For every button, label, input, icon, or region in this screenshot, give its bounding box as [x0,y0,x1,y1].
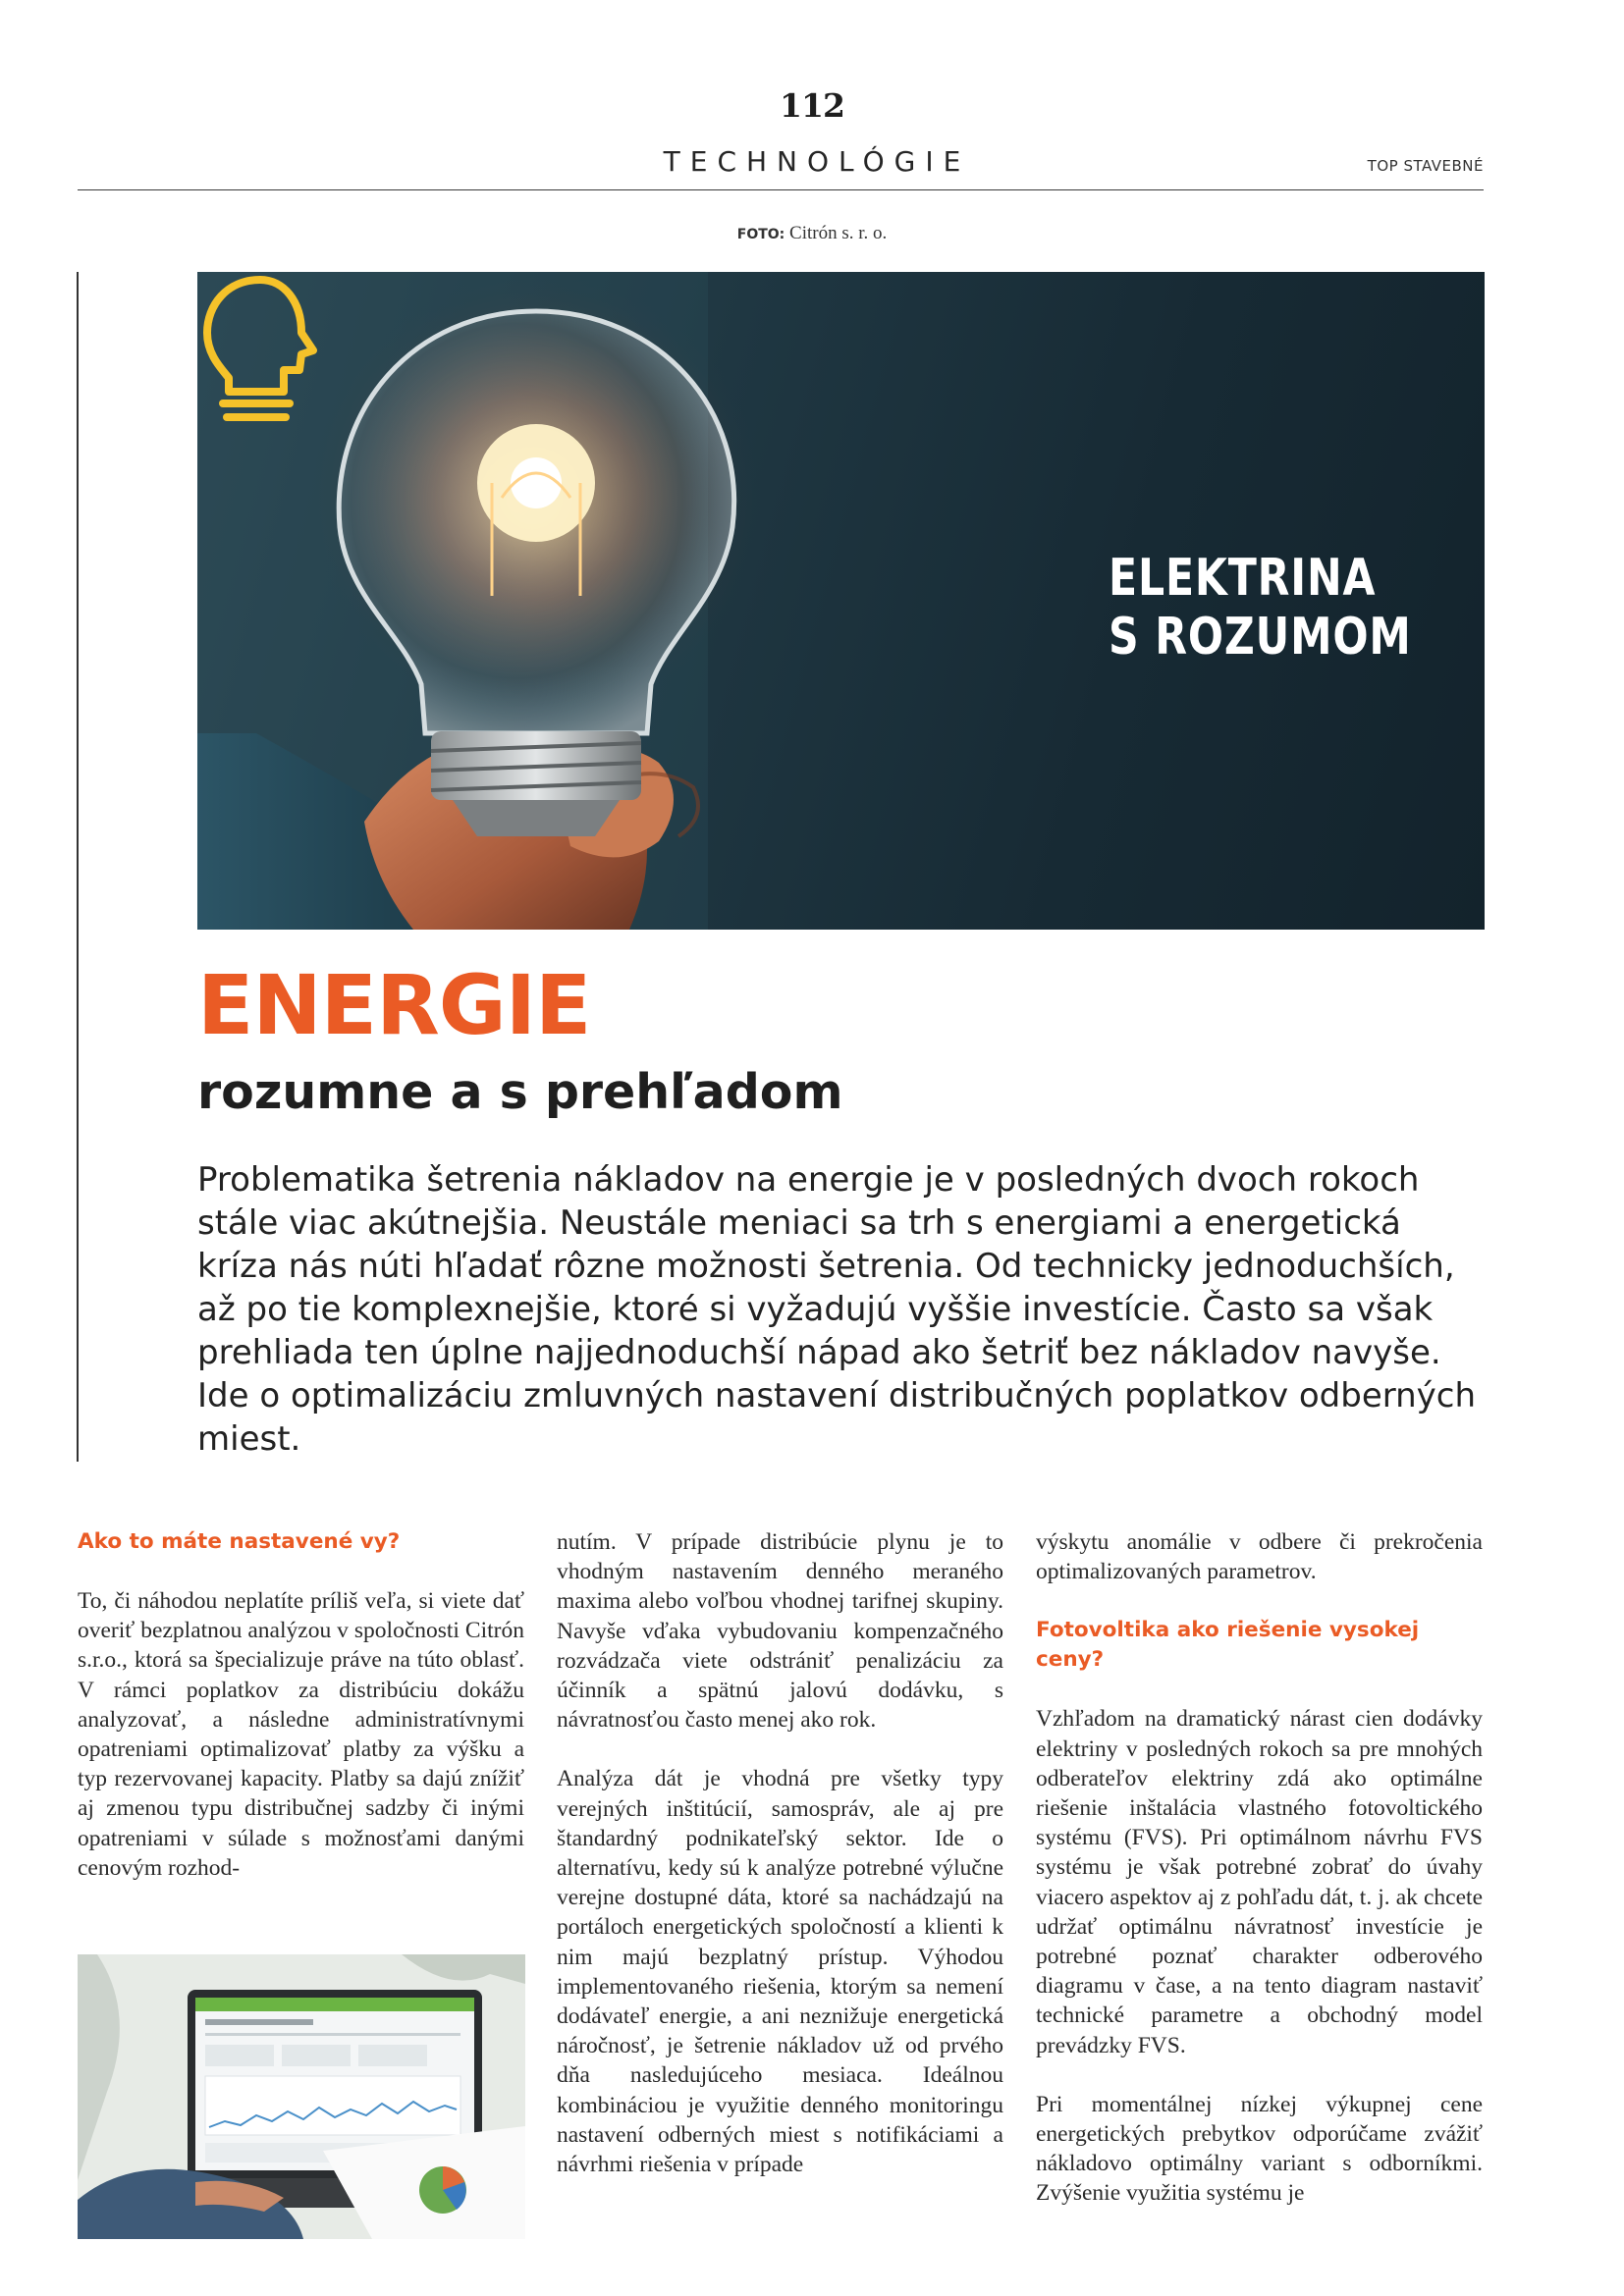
article-column-1 [78,1527,524,1912]
laptop-dashboard-photo [78,1954,525,2239]
paragraph: Pri momentálnej nízkej výkupnej cene energetických prebytkov odporúčame zvážiť nákladovo optimálny variant s odborníkmi. Zvýšenie využitia systému je [1036,2091,1483,2207]
article-column-2 [557,1527,1003,2209]
article-title: ENERGIE [197,957,591,1053]
paragraph: nutím. V prípade distribúcie plynu je to vhodným nastavením denného meraného maxima alebo voľbou vhodnej tarifnej skupiny. Navyše vďaka vybudovaniu kompenzačného rozvádzača viete odstrániť penalizáciu za účinník a spätnú jalovú dodávku, s návratnosťou často menej ako rok. [557,1529,1003,1734]
hero-logo-line2: S ROZUMOM [1109,608,1412,667]
photo-credit [0,223,1624,244]
laptop-illustration [78,1954,525,2239]
paragraph: výskytu anomálie v odbere či prekročenia optimalizovaných parametrov. [1036,1529,1483,1585]
lightbulb-head-icon [197,272,323,427]
photo-credit-value: Citrón s. r. o. [789,223,888,243]
paragraph: Analýza dát je vhodná pre všetky typy verejných inštitúcií, samospráv, ale aj pre štandardný podnikateľský sektor. Ide o alternatívu, kedy sú k analýze potrebné výlučne verejne dostupné dáta, ktoré sa nachádzajú na portáloch energetických spoločností a klienti k nim majú bezplatný prístup. Výhodou implementovaného riešenia, ktorým sa nemení dodávateľ energie, a ani neznižuje energetická náročnosť, je šetrenie nákladov už od prvého dňa nasledujúceho mesiaca. Ideálnou kombináciou je využitie denného monitoringu nastavení odberných miest s notifikáciami a návrhmi riešenia v prípade [557,1766,1003,2178]
photo-credit-label: FOTO: [736,227,785,242]
lead-side-rule [77,272,79,1462]
publication-name: TOP STAVEBNÉ [1367,157,1484,175]
header-divider [78,189,1484,190]
section-heading-settings: Ako to máte nastavené vy? [78,1529,401,1554]
page-number: 112 [780,86,844,125]
section-name: TECHNOLÓGIE [663,145,971,178]
paragraph: To, či náhodou neplatíte príliš veľa, si viete dať overiť bezplatnou analýzou v spoločnosti Citrón s.r.o., ktorá sa špecializuje práve na túto oblasť. V rámci poplatkov za distribúciu dokážu analyzovať, a následne administratívnymi opatreniami optimalizovať platby za výšku a typ rezervovanej kapacity. Platby sa dajú znížiť aj zmenou typu distribučnej sadzby či inými opatreniami v súlade s možnosťami danými cenovým rozhod- [78,1588,524,1881]
hero-logo-line1: ELEKTRINA [1109,549,1377,608]
article-column-3 [1036,1527,1483,2238]
article-lead: Problematika šetrenia nákladov na energie je v posledných dvoch rokoch stále viac akútnejšia. Neustále meniaci sa trh s energiami a energetická kríza nás núti hľadať rôzne možnosti šetrenia. Od technicky jednoduchších, až po tie komplexnejšie, ktoré si vyžadujú vyššie investície. Často sa však prehliada ten úplne najjednoduchší nápad ako šetriť bez nákladov navyše. Ide o optimalizáciu zmluvných nastavení distribučných poplatkov odberných miest. [197,1160,1477,1459]
section-heading-photovoltaics: Fotovoltika ako riešenie vysokej ceny? [1036,1618,1420,1673]
article-subtitle: rozumne a s prehľadom [197,1064,843,1120]
paragraph: Vzhľadom na dramatický nárast cien dodávky elektriny v posledných rokoch sa pre mnohých odberateľov elektriny zdá ako optimálne riešenie inštalácia vlastného fotovoltického systému (FVS). Pri optimálnom návrhu FVS systému je však potrebné zobrať do úvahy viacero aspektov aj z pohľadu dát, t. j. ak chcete udržať optimálnu návratnosť investície je potrebné poznať charakter odberového diagramu v čase, a na tento diagram nastaviť technické parametre a obchodný model prevádzky FVS. [1036,1706,1483,2058]
hero-image [197,272,1485,930]
